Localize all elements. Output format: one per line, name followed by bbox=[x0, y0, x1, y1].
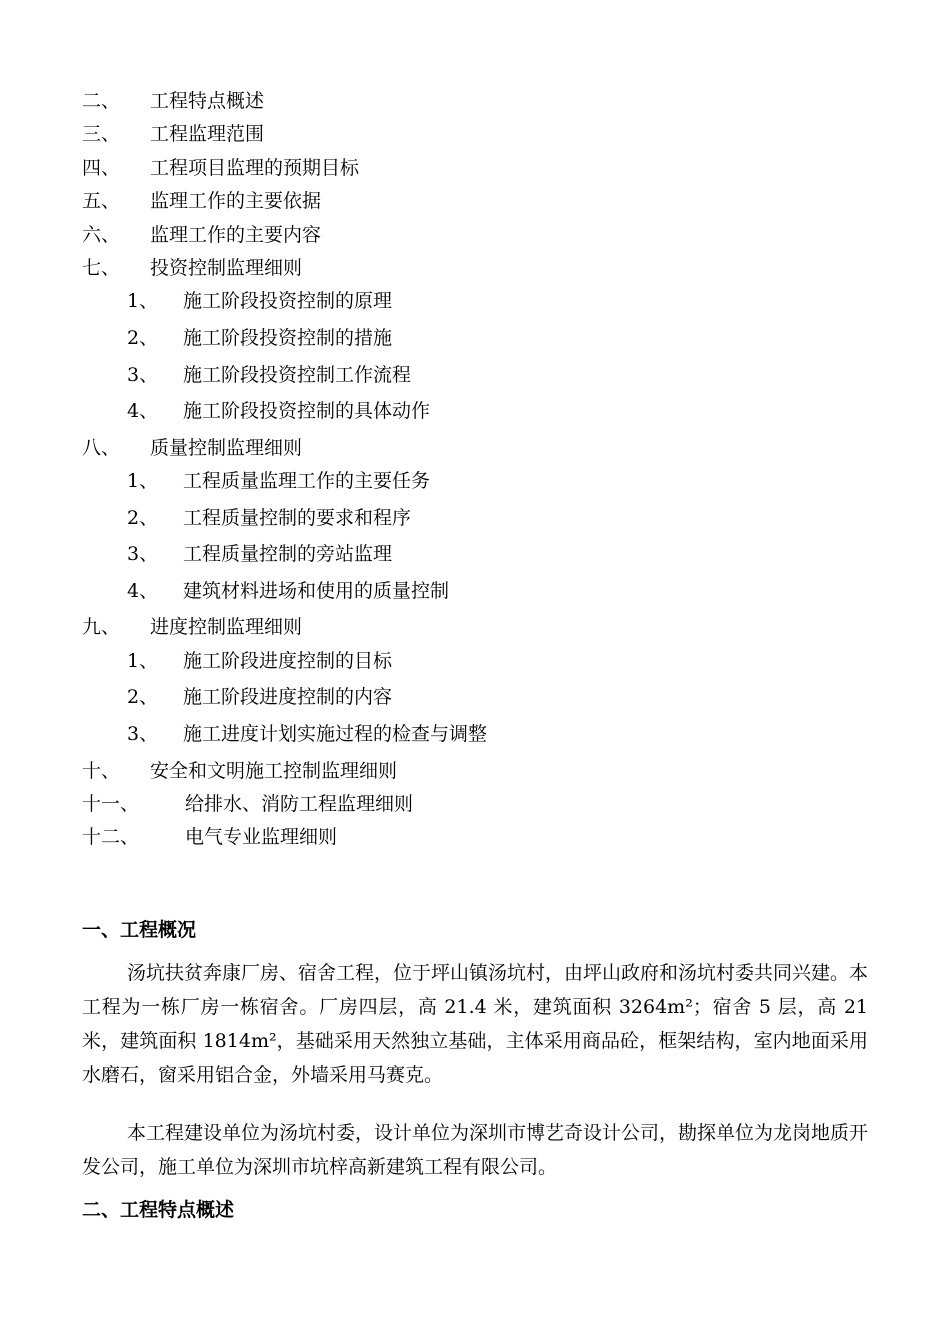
toc-entry bbox=[82, 580, 882, 617]
toc-entry-title: 工程质量控制的要求和程序 bbox=[183, 506, 412, 529]
toc-entry-title: 监理工作的主要依据 bbox=[150, 190, 322, 213]
toc-entry bbox=[82, 90, 882, 123]
toc-entry-number: 十二、 bbox=[82, 826, 140, 849]
toc-entry-number: 1、 bbox=[127, 470, 159, 493]
toc-entry-title: 施工阶段投资控制的具体动作 bbox=[183, 400, 431, 423]
toc-entry bbox=[82, 364, 882, 401]
toc-entry bbox=[82, 616, 882, 649]
toc-entry-number: 2、 bbox=[127, 326, 159, 349]
toc-entry-number: 4、 bbox=[127, 579, 159, 602]
toc-entry-title: 施工阶段进度控制的目标 bbox=[183, 649, 393, 672]
toc-entry-number: 七、 bbox=[82, 256, 121, 279]
toc-entry-number: 十、 bbox=[82, 759, 121, 782]
toc-entry bbox=[82, 400, 882, 437]
section-heading-overview: 一、工程概况 bbox=[82, 919, 197, 941]
toc-entry bbox=[82, 826, 882, 859]
section-heading-features: 二、工程特点概述 bbox=[82, 1199, 235, 1221]
toc-entry-number: 五、 bbox=[82, 190, 121, 213]
overview-paragraph-1: 汤坑扶贫奔康厂房、宿舍工程，位于坪山镇汤坑村，由坪山政府和汤坑村委共同兴建。本工程为一栋厂房一栋宿舍。厂房四层，高 21.4 米，建筑面积 3264m²；宿舍 5 层，高 21 米，建筑面积 1814m²，基础采用天然独立基础，主体采用商品砼，框架结构，室内地面采用水磨石，窗采用铝合金，外墙采用马赛克。 bbox=[82, 962, 869, 1086]
toc-entry bbox=[82, 543, 882, 580]
toc-entry-title: 安全和文明施工控制监理细则 bbox=[150, 759, 398, 782]
overview-paragraph-2: 本工程建设单位为汤坑村委，设计单位为深圳市博艺奇设计公司，勘探单位为龙岗地质开发公司，施工单位为深圳市坑梓高新建筑工程有限公司。 bbox=[82, 1122, 869, 1178]
toc-entry-number: 4、 bbox=[127, 400, 159, 423]
toc-entry-title: 电气专业监理细则 bbox=[185, 826, 338, 849]
table-of-contents bbox=[82, 90, 882, 860]
toc-entry-number: 2、 bbox=[127, 506, 159, 529]
toc-entry-title: 监理工作的主要内容 bbox=[150, 223, 322, 246]
toc-entry bbox=[82, 650, 882, 687]
toc-entry-number: 3、 bbox=[127, 363, 159, 386]
toc-entry bbox=[82, 224, 882, 257]
toc-entry bbox=[82, 327, 882, 364]
toc-entry-title: 施工进度计划实施过程的检查与调整 bbox=[183, 723, 488, 746]
toc-entry bbox=[82, 290, 882, 327]
toc-entry-title: 工程质量监理工作的主要任务 bbox=[183, 470, 431, 493]
toc-entry-title: 施工阶段投资控制的措施 bbox=[183, 326, 393, 349]
toc-entry bbox=[82, 123, 882, 156]
toc-entry bbox=[82, 470, 882, 507]
toc-entry-number: 十一、 bbox=[82, 793, 140, 816]
toc-entry bbox=[82, 793, 882, 826]
toc-entry-number: 六、 bbox=[82, 223, 121, 246]
toc-entry-title: 施工阶段投资控制的原理 bbox=[183, 290, 393, 313]
toc-entry bbox=[82, 437, 882, 470]
toc-entry-title: 投资控制监理细则 bbox=[150, 256, 303, 279]
toc-entry-number: 二、 bbox=[82, 90, 121, 112]
toc-entry-title: 工程质量控制的旁站监理 bbox=[183, 543, 393, 566]
toc-entry-number: 3、 bbox=[127, 543, 159, 566]
toc-entry bbox=[82, 723, 882, 760]
toc-entry bbox=[82, 686, 882, 723]
toc-entry-number: 三、 bbox=[82, 123, 121, 146]
toc-entry-title: 施工阶段投资控制工作流程 bbox=[183, 363, 412, 386]
toc-entry-number: 1、 bbox=[127, 649, 159, 672]
toc-entry-title: 工程监理范围 bbox=[150, 123, 265, 146]
toc-entry-title: 工程项目监理的预期目标 bbox=[150, 156, 360, 179]
toc-entry-number: 九、 bbox=[82, 616, 121, 639]
toc-entry-title: 进度控制监理细则 bbox=[150, 616, 303, 639]
toc-entry-number: 1、 bbox=[127, 290, 159, 313]
toc-entry-title: 建筑材料进场和使用的质量控制 bbox=[183, 579, 450, 602]
toc-entry-title: 施工阶段进度控制的内容 bbox=[183, 686, 393, 709]
toc-entry bbox=[82, 760, 882, 793]
toc-entry-title: 质量控制监理细则 bbox=[150, 436, 303, 459]
toc-entry-number: 四、 bbox=[82, 156, 121, 179]
toc-entry-number: 3、 bbox=[127, 723, 159, 746]
toc-entry bbox=[82, 507, 882, 544]
toc-entry-number: 八、 bbox=[82, 436, 121, 459]
toc-entry-title: 工程特点概述 bbox=[150, 90, 265, 112]
toc-entry bbox=[82, 157, 882, 190]
toc-entry bbox=[82, 257, 882, 290]
toc-entry bbox=[82, 190, 882, 223]
toc-entry-title: 给排水、消防工程监理细则 bbox=[185, 793, 414, 816]
toc-entry-number: 2、 bbox=[127, 686, 159, 709]
